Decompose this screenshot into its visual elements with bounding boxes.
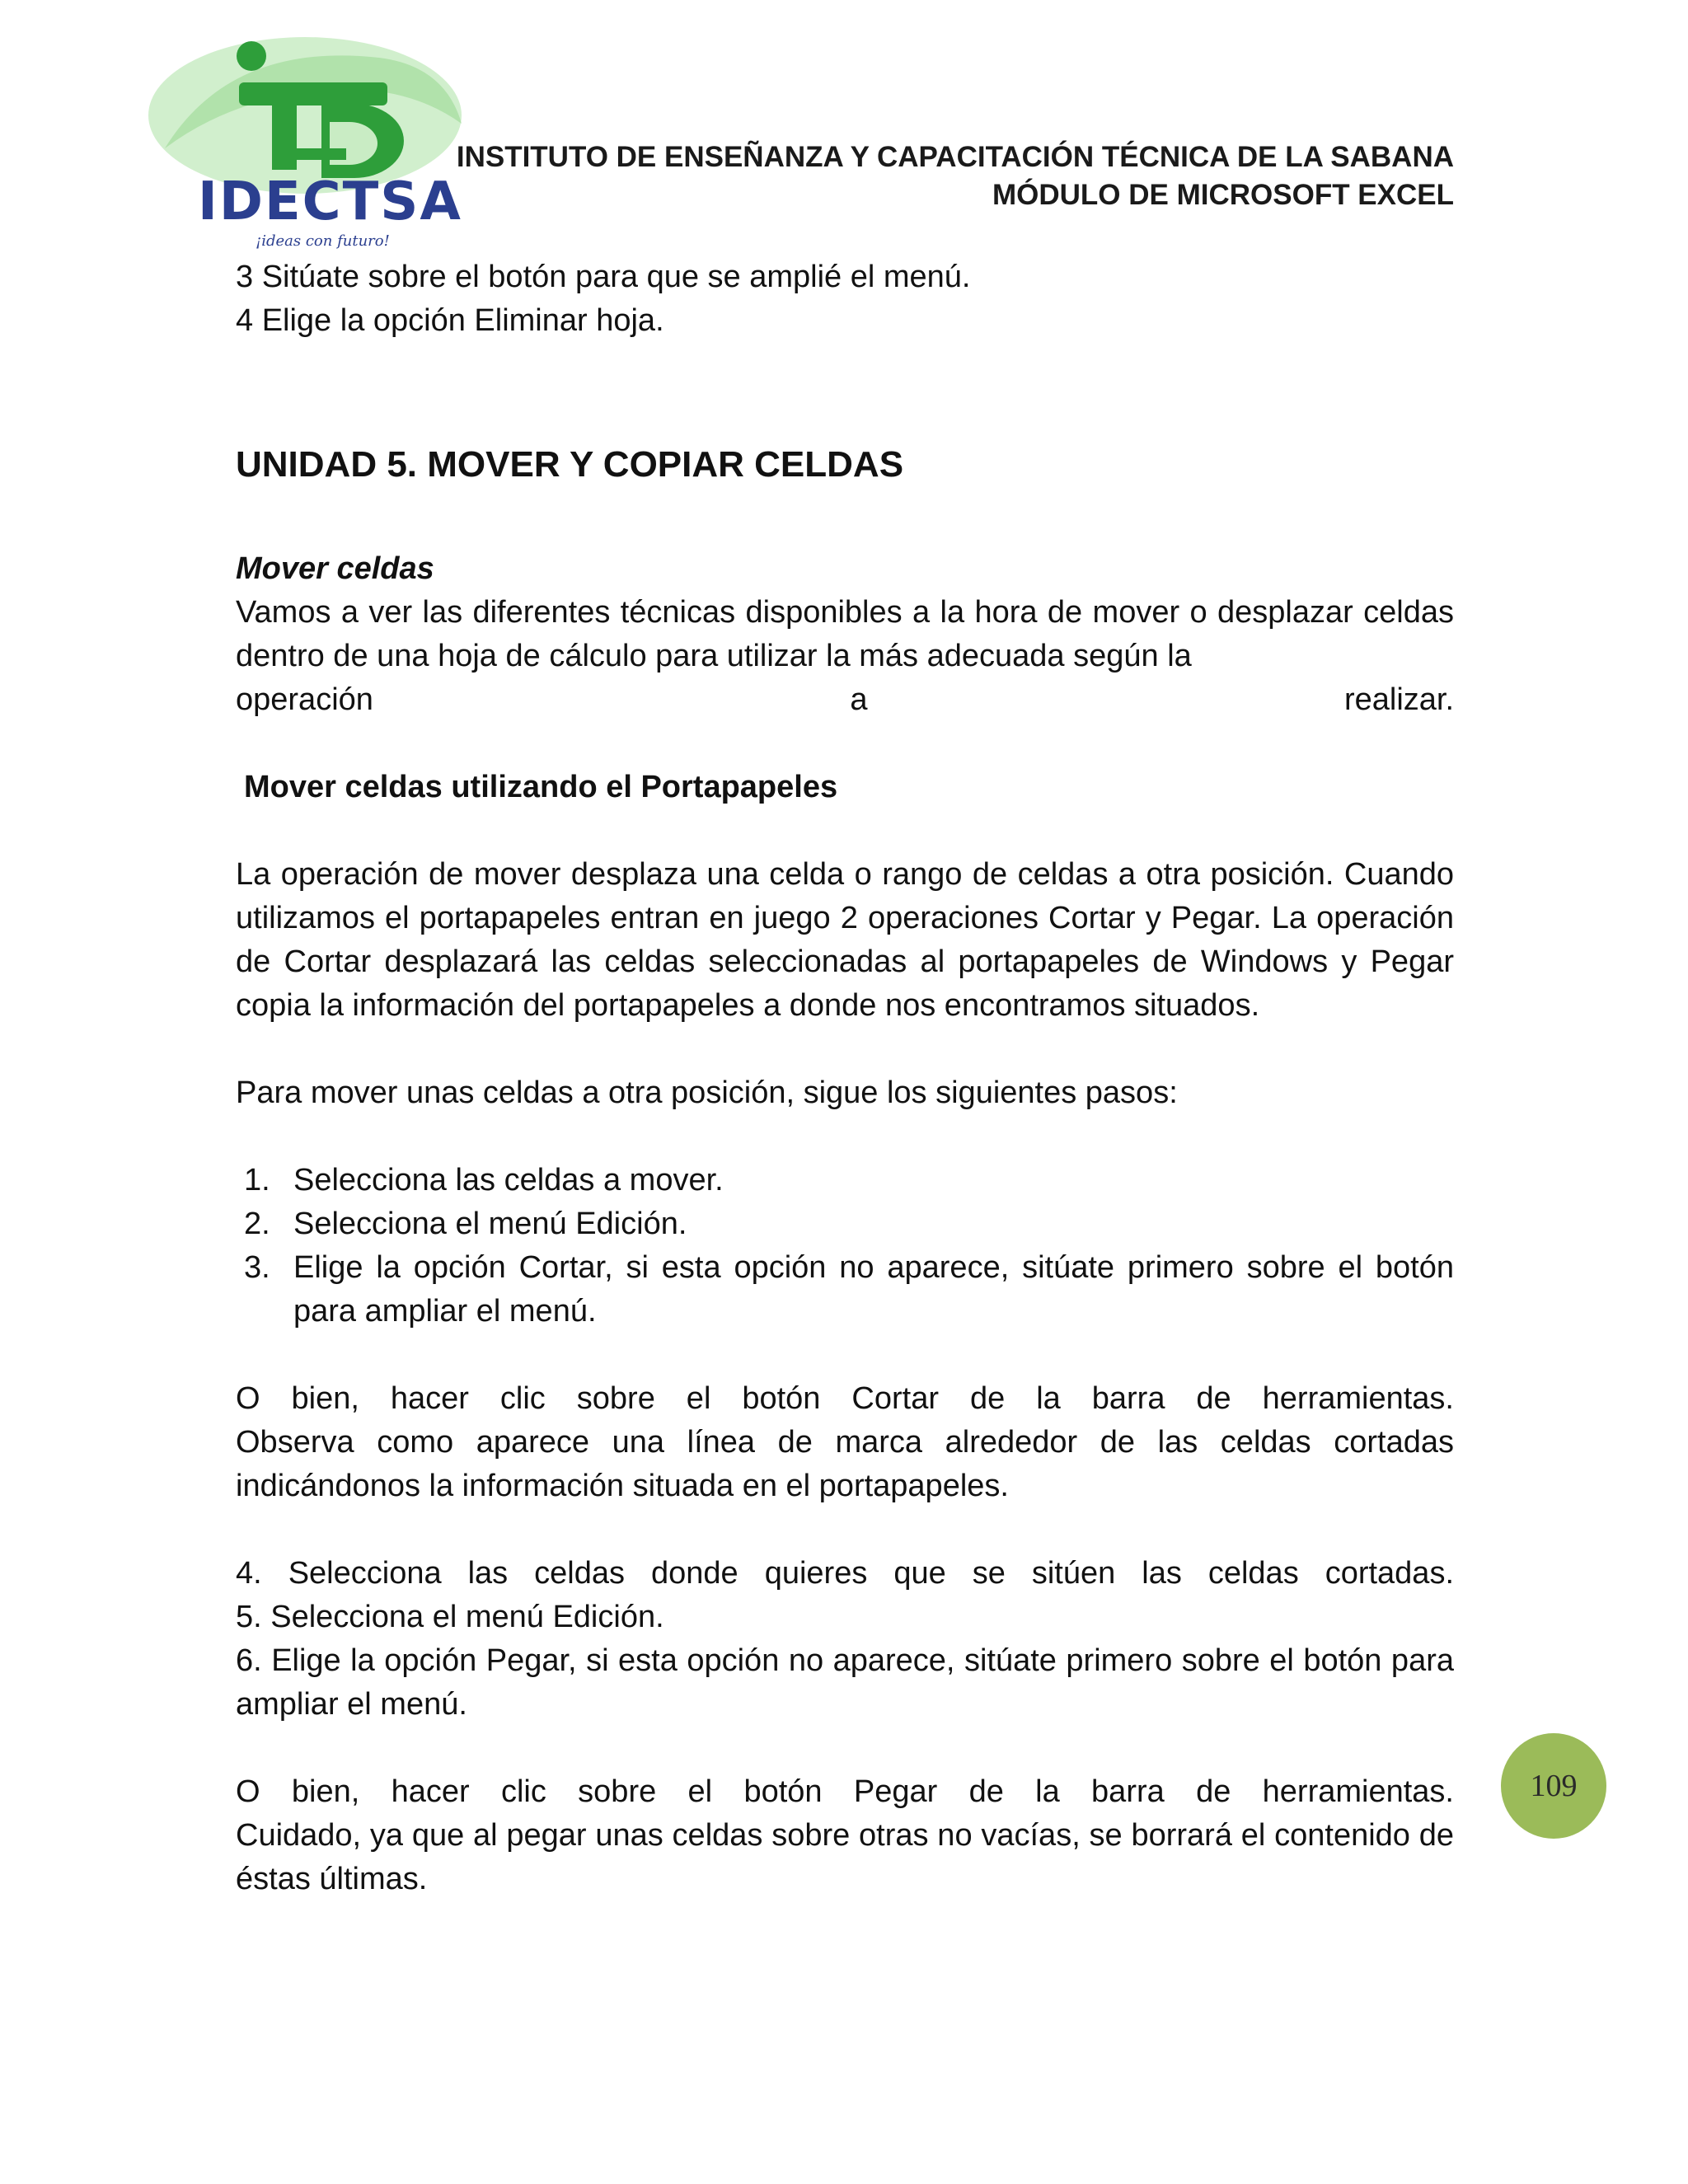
intro-line-1: 3 Sitúate sobre el botón para que se amplié el menú. [236, 260, 971, 294]
step-text: Selecciona el menú Edición. [293, 1207, 687, 1241]
step-number: 1. [244, 1163, 270, 1197]
step-number: 2. [244, 1207, 270, 1241]
subsection-title: Mover celdas utilizando el Portapapeles [244, 770, 838, 804]
step-number: 3. [244, 1250, 270, 1285]
paste-note-line-1: O bien, hacer clic sobre el botón Pegar de la barra de herramientas. [236, 1774, 1454, 1809]
page-number: 109 [1530, 1769, 1578, 1803]
logo-tagline: ¡ideas con futuro! [256, 232, 390, 250]
step-5: 5. Selecciona el menú Edición. [236, 1600, 664, 1634]
list-item [236, 1202, 1454, 1246]
step-text: Selecciona las celdas a mover. [293, 1163, 724, 1197]
paragraph-steps-intro: Para mover unas celdas a otra posición, sigue los siguientes pasos: [236, 1076, 1178, 1110]
list-item [236, 1246, 1454, 1333]
section-intro-last-line [236, 678, 1454, 722]
intro-word-3: realizar. [1343, 682, 1455, 717]
header-module: MÓDULO DE MICROSOFT EXCEL [992, 179, 1454, 211]
list-item [236, 1159, 1454, 1202]
section-intro: Vamos a ver las diferentes técnicas disponibles a la hora de mover o desplazar celdas dentro de una hoja de cálculo para utilizar la más adecuada según la [236, 595, 1454, 673]
unit-title: UNIDAD 5. MOVER Y COPIAR CELDAS [236, 444, 904, 485]
steps-list [236, 1159, 1454, 1333]
logo-wordmark: IDECTSA [198, 171, 462, 232]
document-header [457, 138, 1454, 214]
step-6: 6. Elige la opción Pegar, si esta opción no aparece, sitúate primero sobre el botón para ampliar el menú. [236, 1643, 1454, 1722]
header-institute: INSTITUTO DE ENSEÑANZA Y CAPACITACIÓN TÉCNICA DE LA SABANA [456, 141, 1454, 173]
paragraph-move-operation: La operación de mover desplaza una celda o rango de celdas a otra posición. Cuando utilizamos el portapapeles entran en juego 2 operaciones Cortar y Pegar. La operación de Cortar desplazará las celdas seleccionadas al portapapeles de Windows y Pegar copia la información del portapapeles a donde nos encontramos situados. [236, 857, 1454, 1023]
cut-note-line-1: O bien, hacer clic sobre el botón Cortar de la barra de herramientas. [236, 1381, 1454, 1416]
section-title: Mover celdas [236, 551, 434, 586]
logo-graphic [132, 25, 495, 272]
intro-word-1: operación [236, 682, 373, 717]
step-4: 4. Selecciona las celdas donde quieres que se sitúen las celdas cortadas. [236, 1556, 1454, 1591]
idectsa-logo [132, 25, 495, 272]
page-number-badge [1501, 1733, 1606, 1839]
cut-note-line-2: Observa como aparece una línea de marca alrededor de las celdas cortadas indicándonos la información situada en el portapapeles. [236, 1425, 1454, 1503]
paste-note-line-2: Cuidado, ya que al pegar unas celdas sobre otras no vacías, se borrará el contenido de éstas últimas. [236, 1818, 1454, 1896]
page-content [236, 255, 1454, 1901]
step-text: Elige la opción Cortar, si esta opción no aparece, sitúate primero sobre el botón para ampliar el menú. [293, 1250, 1454, 1329]
intro-line-2: 4 Elige la opción Eliminar hoja. [236, 303, 664, 338]
intro-word-2: a [850, 682, 868, 717]
